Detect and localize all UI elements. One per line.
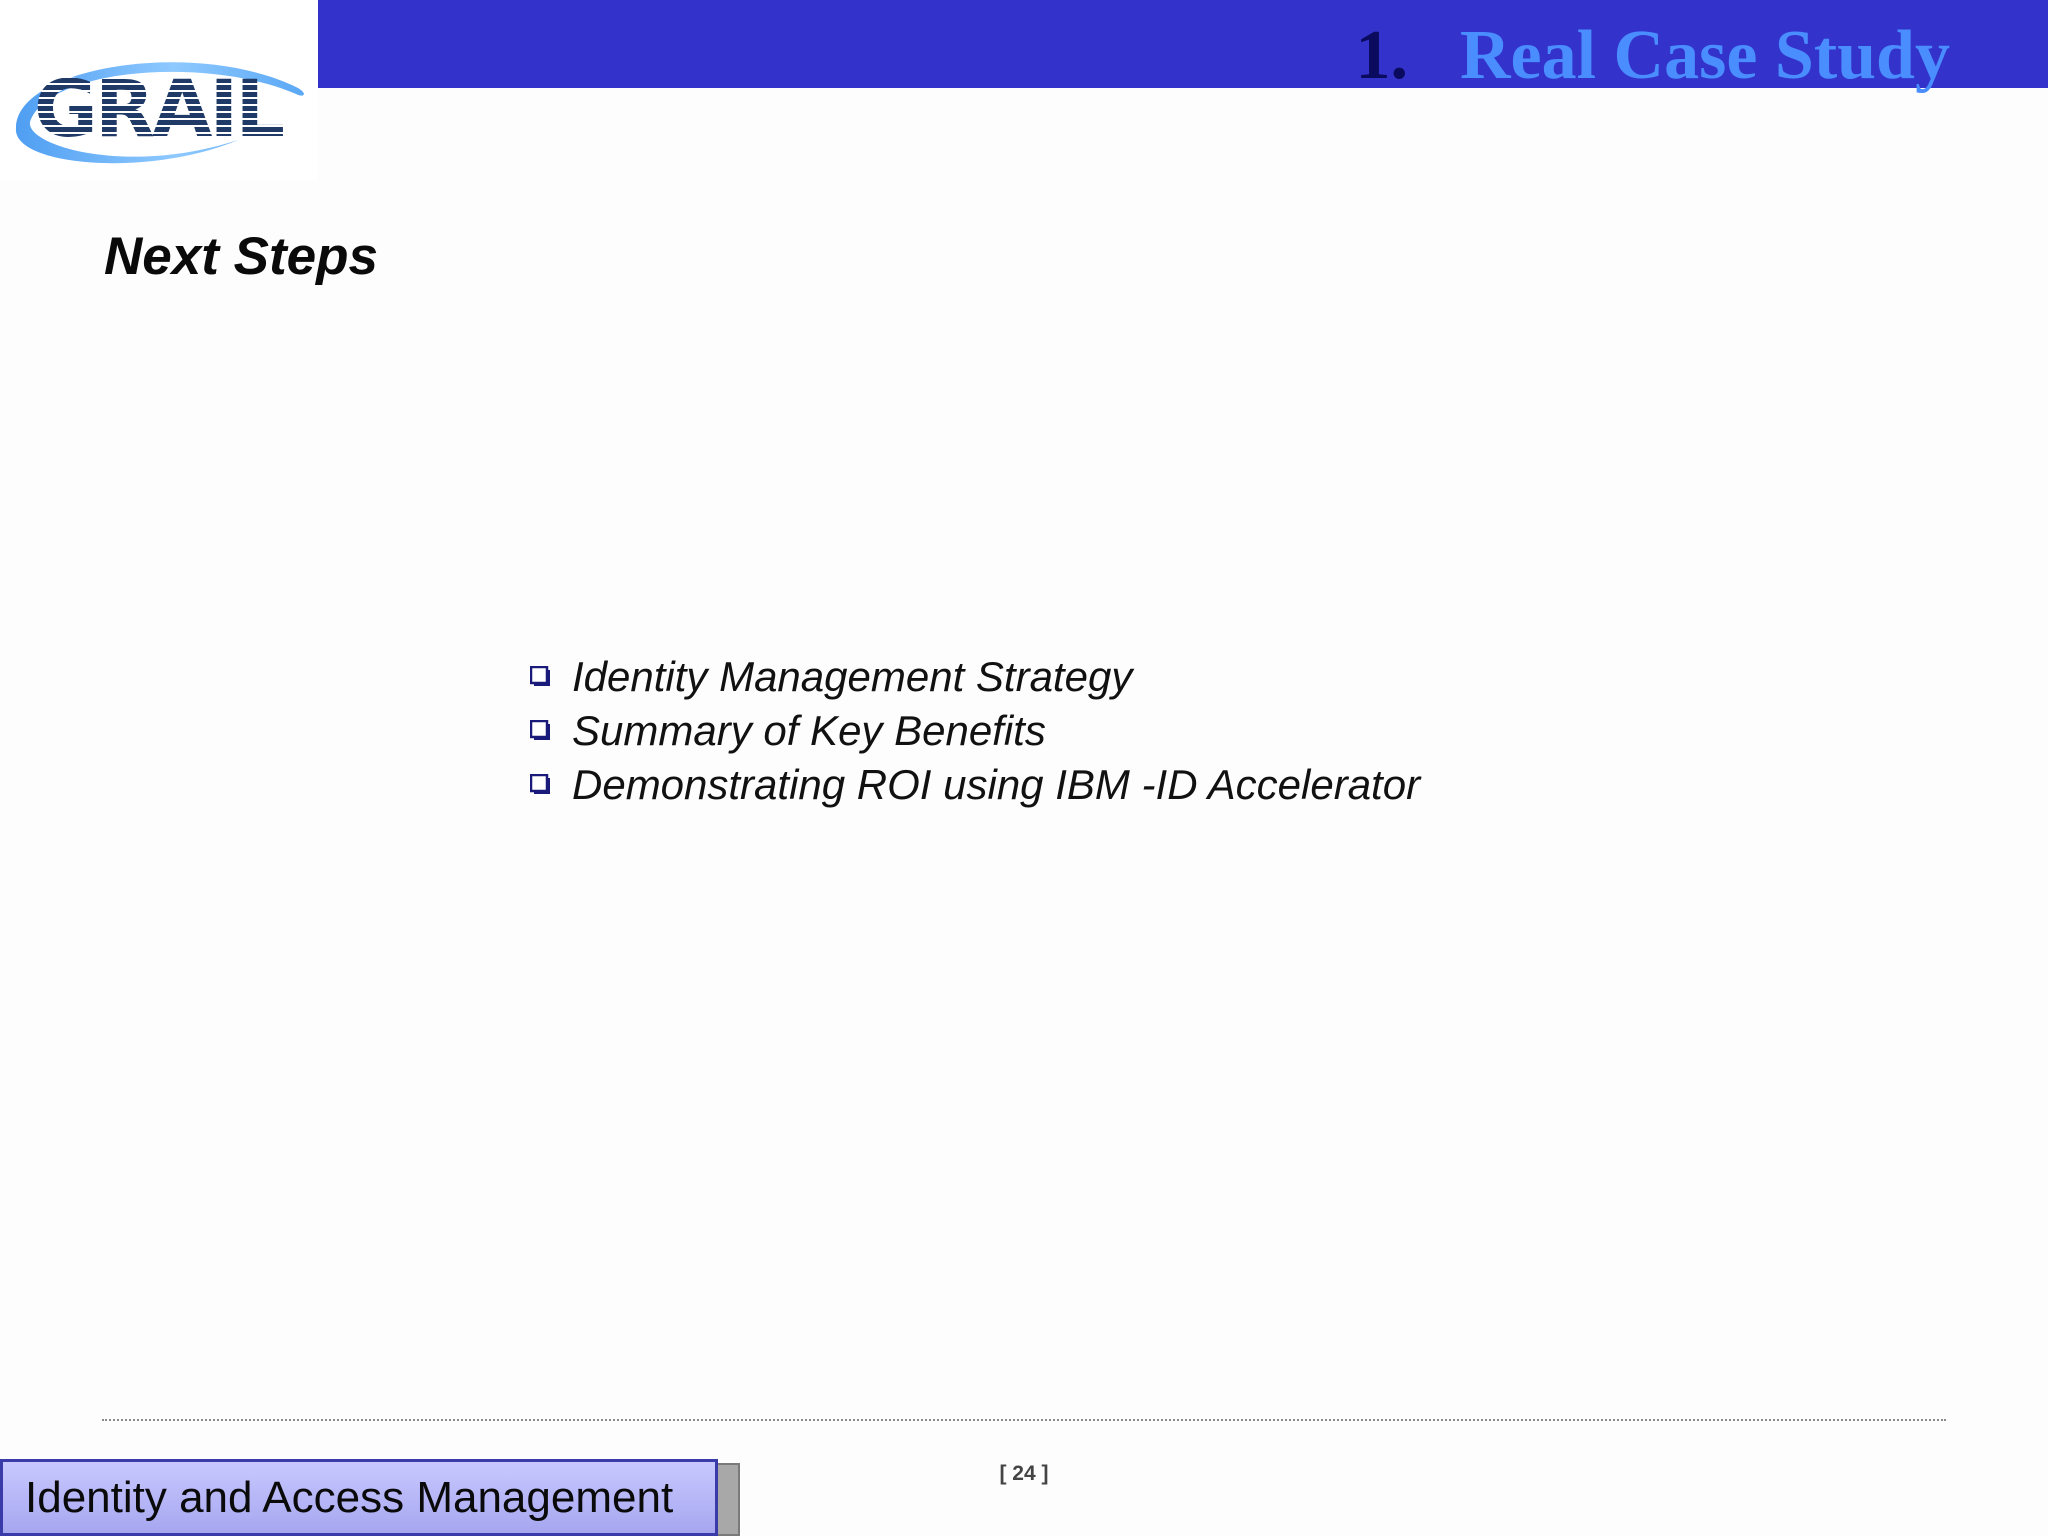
- list-item: [530, 650, 1420, 704]
- next-steps-list: [530, 650, 1420, 812]
- list-item: [530, 704, 1420, 758]
- list-item: [530, 758, 1420, 812]
- list-item-text: Demonstrating ROI using IBM -ID Accelerator: [572, 761, 1421, 808]
- footer-divider: [102, 1419, 1946, 1421]
- page-number: [ 24 ]: [999, 1462, 1049, 1485]
- checkbox-bullet-icon: [530, 666, 552, 688]
- footer-tab: [0, 1459, 718, 1536]
- list-item-text: Summary of Key Benefits: [572, 707, 1046, 754]
- logo-text: GRAIL: [33, 65, 283, 155]
- list-item-text: Identity Management Strategy: [572, 653, 1133, 700]
- checkbox-bullet-icon: [530, 720, 552, 742]
- footer-tab-label: Identity and Access Management: [25, 1472, 674, 1522]
- checkbox-bullet-icon: [530, 774, 552, 796]
- header-title-text: Real Case Study: [1459, 17, 1950, 94]
- grail-logo: [8, 36, 308, 170]
- section-title: Next Steps: [104, 227, 378, 286]
- slide-header-title: [1355, 12, 1950, 100]
- header-number: 1.: [1355, 17, 1408, 94]
